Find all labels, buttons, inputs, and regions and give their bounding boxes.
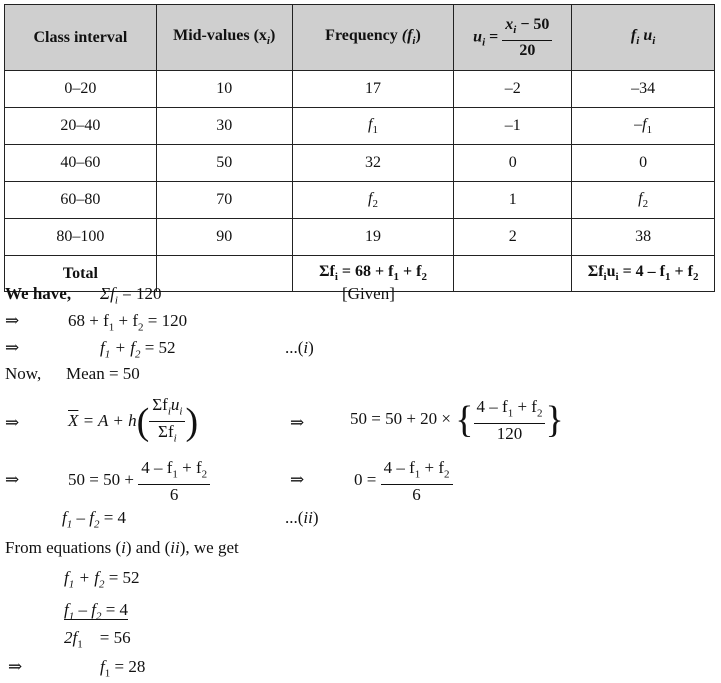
implies-arrow: ⇒ <box>5 413 20 432</box>
system-eq-1: $f_1 + f_2 = 52$ <box>64 568 140 591</box>
header-frequency: Frequency $(f_i)$ <box>292 5 454 71</box>
header-u: $u_i$ = $\frac{x_i - 50}{20}$ <box>454 5 572 71</box>
cell-fu: $-f_1$ <box>572 108 715 145</box>
table-row <box>5 108 715 145</box>
line-eq-52: $f_1 + f_2 = 52$ <box>100 338 176 361</box>
cell-total-empty <box>156 256 292 292</box>
table-row <box>5 71 715 108</box>
cell-u: –2 <box>454 71 572 108</box>
cell-frequency: 17 <box>292 71 454 108</box>
table-header-row <box>5 5 715 71</box>
cell-class-interval: 60–80 <box>5 182 157 219</box>
frequency-table <box>4 4 715 292</box>
header-class-interval: Class interval <box>5 5 157 71</box>
mean-substituted: 50 = 50 + 20 × { $\frac{4 - f_1 + f_2}{120}$ } <box>350 397 564 444</box>
implies-arrow: ⇒ <box>8 657 23 676</box>
given-note: [Given] <box>342 284 395 303</box>
cell-fu: $f_2$ <box>572 182 715 219</box>
cell-mid-value: 90 <box>156 219 292 256</box>
cell-class-interval: 80–100 <box>5 219 157 256</box>
table-row <box>5 182 715 219</box>
line-diff-4: $f_1 - f_2 = 4$ <box>62 508 127 531</box>
cell-u: 0 <box>454 145 572 182</box>
line-we-have: We have, <box>5 284 72 303</box>
system-eq-2: $f_1 - f_2 = 4$ <box>64 600 129 623</box>
line-sum-f-given: $\Sigma f_i = 120$ <box>100 284 162 307</box>
line-from-equations: From equations (i) and (ii), we get <box>5 538 239 557</box>
mean-step-left: 50 = 50 + $\frac{4 - f_1 + f_2}{6}$ <box>68 458 210 504</box>
cell-total-sum-fu: $\Sigma f_iu_i = 4 - f_1 + f_2$ <box>572 256 715 292</box>
cell-fu: –34 <box>572 71 715 108</box>
result-f1: $f_1 = 28$ <box>100 657 146 680</box>
cell-total-label: Total <box>5 256 157 292</box>
cell-frequency: 32 <box>292 145 454 182</box>
line-now-mean: Now, <box>5 364 42 383</box>
cell-mid-value: 10 <box>156 71 292 108</box>
cell-mid-value: 50 <box>156 145 292 182</box>
header-fu: $f_i$ $u_i$ <box>572 5 715 71</box>
cell-frequency: 19 <box>292 219 454 256</box>
mean-formula: $\overline{X} = A + h$( $\frac{\Sigma f_iu_i}{\Sigma f_i}$ ) <box>68 395 199 445</box>
cell-class-interval: 20–40 <box>5 108 157 145</box>
equation-tag-i: ...(i) <box>285 338 314 357</box>
cell-mid-value: 70 <box>156 182 292 219</box>
cell-u: 1 <box>454 182 572 219</box>
line-eq-120: $68 + f_1 + f_2 = 120$ <box>68 311 188 334</box>
implies-arrow: ⇒ <box>5 338 20 357</box>
cell-total-sum-f: $\Sigma f_i = 68 + f_1 + f_2$ <box>292 256 454 292</box>
cell-u: 2 <box>454 219 572 256</box>
implies-arrow: ⇒ <box>5 470 20 489</box>
cell-u: –1 <box>454 108 572 145</box>
cell-class-interval: 0–20 <box>5 71 157 108</box>
table-row <box>5 219 715 256</box>
implies-arrow: ⇒ <box>5 311 20 330</box>
cell-frequency: $f_2$ <box>292 182 454 219</box>
cell-mid-value: 30 <box>156 108 292 145</box>
mean-statement: Mean = 50 <box>66 364 140 383</box>
table-row <box>5 145 715 182</box>
implies-arrow: ⇒ <box>290 470 305 489</box>
header-mid-values: Mid-values $(x_i)$ <box>156 5 292 71</box>
system-sum: $2f_1$ = 56 <box>64 628 131 651</box>
implies-arrow: ⇒ <box>290 413 305 432</box>
cell-class-interval: 40–60 <box>5 145 157 182</box>
cell-frequency: $f_1$ <box>292 108 454 145</box>
cell-total-empty <box>454 256 572 292</box>
cell-fu: 38 <box>572 219 715 256</box>
mean-step-right: 0 = $\frac{4 - f_1 + f_2}{6}$ <box>354 458 453 504</box>
cell-fu: 0 <box>572 145 715 182</box>
equation-tag-ii: ...(ii) <box>285 508 319 527</box>
